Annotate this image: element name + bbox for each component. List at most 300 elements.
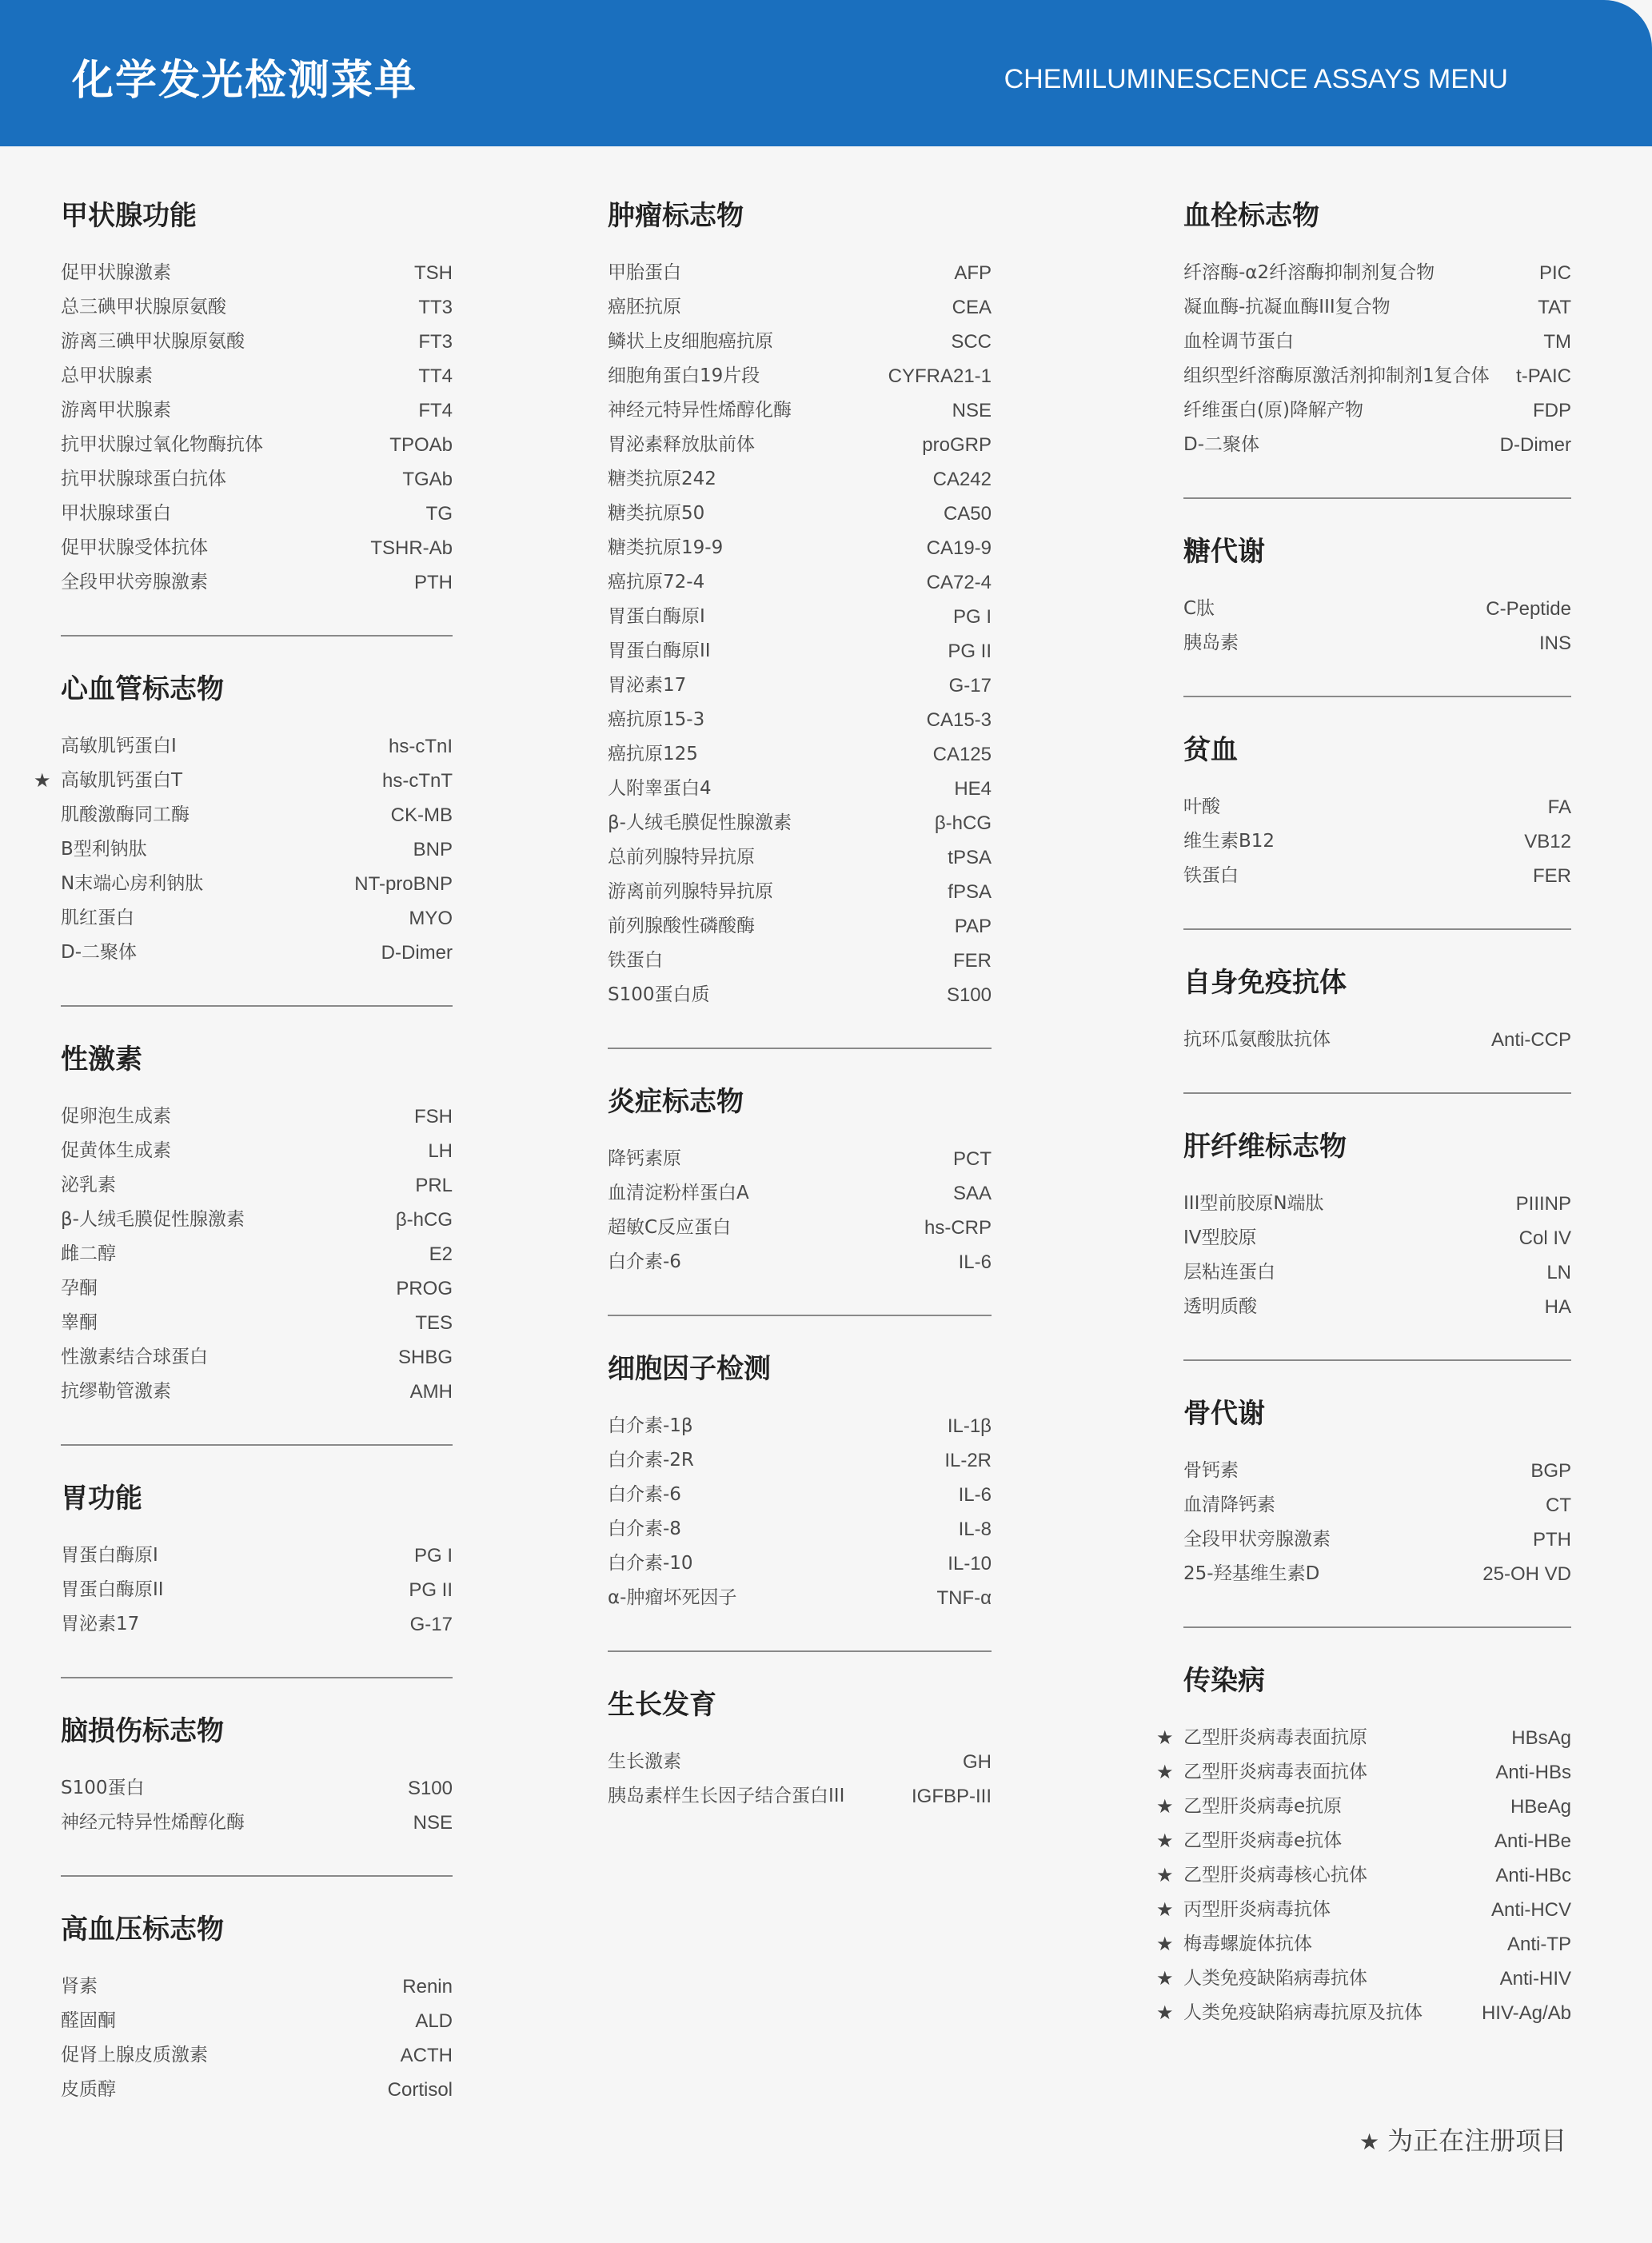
assay-code: TES [415, 1312, 453, 1334]
assay-name: IV型胶原 [1183, 1227, 1257, 1248]
assay-name: 游离三碘甲状腺原氨酸 [61, 331, 245, 352]
assay-name: 乙型肝炎病毒核心抗体 [1183, 1865, 1367, 1886]
assay-code: FA [1547, 796, 1571, 818]
assay-name: 糖类抗原242 [608, 469, 716, 489]
assay-name: 甲状腺球蛋白 [61, 503, 171, 524]
assay-section [61, 1912, 453, 2107]
assay-code: IL-6 [958, 1484, 992, 1506]
assay-code: Renin [402, 1976, 453, 1998]
assay-row [61, 428, 453, 462]
assay-code: HBsAg [1511, 1727, 1571, 1749]
assay-code: NSE [413, 1812, 453, 1834]
assay-name: 高敏肌钙蛋白I [61, 736, 177, 756]
assay-name: 癌抗原15-3 [608, 709, 705, 730]
assay-name: 抗环瓜氨酸肽抗体 [1183, 1029, 1331, 1050]
assay-code: FDP [1533, 400, 1571, 421]
assay-code: TPOAb [389, 434, 453, 456]
assay-name: 总甲状腺素 [61, 365, 153, 386]
assay-name: 神经元特异性烯醇化酶 [608, 400, 792, 421]
assay-name: 白介素-6 [608, 1484, 681, 1505]
assay-section [1183, 965, 1571, 1094]
assay-name: 血清淀粉样蛋白A [608, 1183, 749, 1203]
assay-name: 甲胎蛋白 [608, 262, 681, 283]
assay-row [61, 936, 453, 970]
star-icon: ★ [1156, 1967, 1174, 1990]
assay-code: GH [963, 1751, 992, 1773]
assay-code: CA15-3 [926, 709, 992, 731]
assay-row [608, 497, 992, 531]
assay-code: β-hCG [395, 1209, 453, 1231]
assay-row [1183, 1290, 1571, 1324]
assay-row [61, 1271, 453, 1306]
assay-code: Cortisol [387, 2079, 453, 2101]
assay-row [608, 1581, 992, 1615]
assay-name: 胃蛋白酶原II [608, 641, 711, 661]
assay-name: 叶酸 [1183, 796, 1220, 817]
assay-row [1183, 393, 1571, 428]
star-icon: ★ [1156, 1830, 1174, 1852]
assay-row [61, 393, 453, 428]
page-header [0, 0, 1652, 146]
assay-code: FER [953, 950, 992, 972]
assay-code: CEA [952, 297, 992, 318]
section-title: 骨代谢 [1183, 1398, 1265, 1430]
assay-code: PAP [954, 916, 992, 937]
assay-code: IGFBP-III [911, 1786, 992, 1807]
assay-name: 皮质醇 [61, 2079, 116, 2100]
assay-code: Anti-HCV [1490, 1899, 1571, 1921]
assay-name: 肌酸激酶同工酶 [61, 804, 190, 825]
page-title: 化学发光检测菜单 [72, 57, 418, 105]
section-title: 糖代谢 [1183, 536, 1265, 568]
assay-section [608, 1351, 992, 1652]
section-title: 炎症标志物 [608, 1086, 744, 1118]
assay-row [61, 1375, 453, 1409]
section-title: 自身免疫抗体 [1183, 967, 1347, 999]
assay-name: 醛固酮 [61, 2010, 116, 2031]
assay-row [608, 1142, 992, 1176]
assay-row [1156, 1927, 1571, 1962]
section-title: 胃功能 [61, 1483, 142, 1515]
assay-code: HE4 [954, 778, 992, 800]
section-title: 生长发育 [608, 1689, 716, 1721]
assay-row [608, 600, 992, 634]
assay-code: CA125 [932, 744, 992, 765]
star-icon: ★ [1156, 1898, 1174, 1921]
assay-row [61, 565, 453, 600]
assay-name: 糖类抗原50 [608, 503, 705, 524]
assay-row [61, 901, 453, 936]
assay-name: 降钙素原 [608, 1148, 681, 1169]
assay-section [1156, 1663, 1571, 2030]
assay-section [1183, 732, 1571, 930]
assay-name: 乙型肝炎病毒表面抗原 [1183, 1727, 1367, 1748]
assay-name: 胰岛素 [1183, 633, 1239, 653]
assay-row [61, 1771, 453, 1806]
assay-row [1183, 325, 1571, 359]
section-title: 甲状腺功能 [61, 200, 197, 232]
section-divider [61, 1005, 453, 1007]
assay-code: LN [1546, 1262, 1571, 1283]
assay-code: E2 [429, 1243, 453, 1265]
assay-code: CK-MB [390, 804, 453, 826]
assay-name: 总前列腺特异抗原 [608, 847, 755, 868]
assay-code: TNF-α [936, 1587, 992, 1609]
assay-row [608, 462, 992, 497]
assay-row [61, 798, 453, 832]
assay-row [61, 867, 453, 901]
assay-code: FT4 [418, 400, 453, 421]
assay-name: D-二聚体 [61, 942, 138, 963]
assay-row [1156, 1996, 1571, 2030]
section-divider [61, 1875, 453, 1877]
assay-row [1156, 1755, 1571, 1790]
assay-row [1156, 1790, 1571, 1824]
assay-code: HIV-Ag/Ab [1481, 2002, 1571, 2024]
section-divider [608, 1315, 992, 1316]
assay-name: 白介素-6 [608, 1251, 681, 1272]
assay-name: 纤维蛋白(原)降解产物 [1183, 400, 1363, 421]
assay-code: LH [428, 1140, 453, 1162]
assay-row [1156, 1824, 1571, 1858]
assay-code: SHBG [397, 1347, 453, 1368]
assay-name: 鳞状上皮细胞癌抗原 [608, 331, 773, 352]
assay-name: 梅毒螺旋体抗体 [1183, 1934, 1312, 1954]
star-icon: ★ [1156, 1933, 1174, 1955]
assay-code: Anti-CCP [1490, 1029, 1571, 1051]
assay-row [608, 772, 992, 806]
assay-name: 人类免疫缺陷病毒抗体 [1183, 1968, 1367, 1989]
assay-row [61, 1306, 453, 1340]
assay-code: AFP [954, 262, 992, 284]
assay-row [608, 703, 992, 737]
assay-code: TT4 [418, 365, 453, 387]
assay-section [1183, 1396, 1571, 1628]
assay-row [1183, 1255, 1571, 1290]
assay-name: 维生素B12 [1183, 831, 1275, 852]
section-divider [1183, 696, 1571, 697]
menu-column-2 [608, 198, 992, 1814]
assay-row [1183, 256, 1571, 290]
assay-code: hs-cTnI [388, 736, 453, 757]
assay-name: 癌抗原72-4 [608, 572, 705, 593]
assay-row [1156, 1893, 1571, 1927]
assay-section [61, 1042, 453, 1446]
assay-code: S100 [407, 1778, 453, 1799]
assay-code: fPSA [948, 881, 992, 903]
assay-code: FT3 [418, 331, 453, 353]
assay-code: PTH [1533, 1529, 1571, 1551]
assay-row [608, 393, 992, 428]
assay-code: hs-cTnT [381, 770, 453, 792]
assay-section [608, 198, 992, 1049]
assay-section [61, 1481, 453, 1678]
assay-code: IL-8 [958, 1519, 992, 1540]
assay-code: NT-proBNP [354, 873, 453, 895]
assay-row [608, 359, 992, 393]
assay-name: D-二聚体 [1183, 434, 1260, 455]
assay-section [1183, 534, 1571, 697]
assay-row [608, 565, 992, 600]
assay-row [608, 978, 992, 1012]
assay-code: TSHR-Ab [370, 537, 453, 559]
assay-code: AMH [409, 1381, 453, 1403]
assay-name: 孕酮 [61, 1278, 98, 1299]
assay-row [61, 359, 453, 393]
assay-row [61, 256, 453, 290]
assay-name: 透明质酸 [1183, 1296, 1257, 1317]
assay-code: PG I [952, 606, 992, 628]
assay-code: ACTH [400, 2045, 453, 2066]
assay-name: 抗甲状腺过氧化物酶抗体 [61, 434, 263, 455]
assay-name: 丙型肝炎病毒抗体 [1183, 1899, 1331, 1920]
assay-code: PCT [953, 1148, 992, 1170]
assay-code: HA [1544, 1296, 1571, 1318]
assay-code: CT [1546, 1495, 1571, 1516]
assay-row [61, 729, 453, 764]
assay-row [608, 669, 992, 703]
assay-name: 超敏C反应蛋白 [608, 1217, 732, 1238]
assay-name: 促甲状腺激素 [61, 262, 171, 283]
assay-row [61, 325, 453, 359]
assay-name: 铁蛋白 [1183, 865, 1239, 886]
assay-name: 纤溶酶-α2纤溶酶抑制剂复合物 [1183, 262, 1435, 283]
assay-row [608, 1745, 992, 1779]
assay-row [608, 1547, 992, 1581]
assay-code: D-Dimer [1499, 434, 1571, 456]
assay-code: FER [1533, 865, 1571, 887]
assay-row [61, 1340, 453, 1375]
assay-code: TG [425, 503, 453, 525]
assay-row [61, 1134, 453, 1168]
assay-code: tPSA [948, 847, 992, 868]
star-icon: ★ [1156, 1795, 1174, 1818]
assay-name: 雌二醇 [61, 1243, 116, 1264]
assay-name: 癌胚抗原 [608, 297, 681, 317]
assay-name: 肌红蛋白 [61, 908, 134, 928]
assay-row [608, 737, 992, 772]
assay-name: 神经元特异性烯醇化酶 [61, 1812, 245, 1833]
assay-name: 促卵泡生成素 [61, 1106, 171, 1127]
section-divider [61, 635, 453, 637]
assay-code: BNP [413, 839, 453, 860]
assay-name: 总三碘甲状腺原氨酸 [61, 297, 226, 317]
assay-row [608, 1478, 992, 1512]
assay-code: SCC [951, 331, 992, 353]
assay-section [608, 1687, 992, 1814]
assay-code: Anti-HBe [1494, 1830, 1571, 1852]
assay-name: 胃泌素17 [61, 1614, 140, 1634]
assay-name: 游离甲状腺素 [61, 400, 171, 421]
assay-row [608, 1512, 992, 1547]
assay-name: 铁蛋白 [608, 950, 663, 971]
footnote-text: 为正在注册项目 [1387, 2125, 1567, 2156]
assay-row [61, 1237, 453, 1271]
assay-row [1183, 428, 1571, 462]
assay-name: B型利钠肽 [61, 839, 147, 860]
assay-code: PRL [415, 1175, 453, 1196]
assay-row [608, 1211, 992, 1245]
assay-name: 白介素-1β [608, 1415, 693, 1436]
assay-code: INS [1538, 633, 1571, 654]
assay-code: PIIINP [1515, 1193, 1571, 1215]
section-title: 贫血 [1183, 734, 1238, 766]
menu-column-1 [34, 198, 453, 2107]
assay-name: 性激素结合球蛋白 [61, 1347, 208, 1367]
assay-name: 促甲状腺受体抗体 [61, 537, 208, 558]
assay-row [1183, 1221, 1571, 1255]
assay-code: IL-2R [944, 1450, 992, 1471]
assay-code: S100 [946, 984, 992, 1006]
assay-code: G-17 [409, 1614, 453, 1635]
assay-code: TAT [1538, 297, 1571, 318]
assay-section [61, 1714, 453, 1877]
assay-name: 胃泌素释放肽前体 [608, 434, 755, 455]
assay-name: 白介素-2R [608, 1450, 694, 1471]
assay-section [61, 198, 453, 637]
assay-code: C-Peptide [1486, 598, 1571, 620]
assay-section [608, 1084, 992, 1316]
assay-name: β-人绒毛膜促性腺激素 [608, 812, 792, 833]
assay-row [1156, 1962, 1571, 1996]
assay-row [61, 462, 453, 497]
assay-name: 促黄体生成素 [61, 1140, 171, 1161]
assay-name: 肾素 [61, 1976, 98, 1997]
assay-name: 胃蛋白酶原I [608, 606, 705, 627]
assay-name: 全段甲状旁腺激素 [1183, 1529, 1331, 1550]
assay-row [608, 806, 992, 840]
assay-name: 胃蛋白酶原II [61, 1579, 164, 1600]
assay-code: SAA [952, 1183, 992, 1204]
assay-row [61, 2073, 453, 2107]
assay-code: D-Dimer [381, 942, 453, 964]
assay-name: 高敏肌钙蛋白T [61, 770, 183, 791]
assay-row [1156, 1858, 1571, 1893]
assay-code: NSE [952, 400, 992, 421]
section-title: 心血管标志物 [61, 673, 224, 705]
assay-row [608, 634, 992, 669]
star-icon: ★ [1156, 1726, 1174, 1749]
assay-row [61, 1203, 453, 1237]
assay-name: 乙型肝炎病毒e抗原 [1183, 1796, 1343, 1817]
assay-code: PROG [396, 1278, 453, 1299]
assay-row [608, 531, 992, 565]
assay-code: Anti-HBs [1495, 1762, 1571, 1783]
assay-row [61, 1970, 453, 2004]
assay-code: BGP [1530, 1460, 1571, 1482]
section-divider [608, 1048, 992, 1049]
assay-row [608, 256, 992, 290]
assay-row [608, 1779, 992, 1814]
assay-name: 生长激素 [608, 1751, 681, 1772]
assay-name: 癌抗原125 [608, 744, 698, 764]
assay-name: β-人绒毛膜促性腺激素 [61, 1209, 245, 1230]
assay-row [1183, 824, 1571, 859]
assay-name: C肽 [1183, 598, 1215, 619]
assay-code: TGAb [402, 469, 453, 490]
assay-code: PG I [413, 1545, 453, 1567]
assay-code: CA50 [943, 503, 992, 525]
assay-row [1183, 1557, 1571, 1591]
assay-row [608, 840, 992, 875]
star-icon: ★ [1156, 1864, 1174, 1886]
assay-row [1183, 1454, 1571, 1488]
assay-row [608, 428, 992, 462]
assay-code: proGRP [922, 434, 992, 456]
assay-code: PIC [1538, 262, 1571, 284]
assay-code: IL-6 [958, 1251, 992, 1273]
star-icon: ★ [1359, 2129, 1380, 2155]
assay-name: 乙型肝炎病毒表面抗体 [1183, 1762, 1367, 1782]
assay-code: Anti-HIV [1499, 1968, 1571, 1990]
section-divider [608, 1650, 992, 1652]
assay-name: 血清降钙素 [1183, 1495, 1275, 1515]
assay-row [61, 290, 453, 325]
assay-row [61, 832, 453, 867]
assay-row [608, 944, 992, 978]
assay-code: t-PAIC [1516, 365, 1571, 387]
assay-name: 前列腺酸性磷酸酶 [608, 916, 755, 936]
section-title: 脑损伤标志物 [61, 1715, 224, 1747]
assay-section [34, 672, 453, 1007]
assay-row [61, 1806, 453, 1840]
assay-code: 25-OH VD [1482, 1563, 1571, 1585]
assay-name: 促肾上腺皮质激素 [61, 2045, 208, 2065]
assay-code: Anti-TP [1506, 1934, 1571, 1955]
assay-code: CA19-9 [926, 537, 992, 559]
assay-row [1156, 1721, 1571, 1755]
section-title: 肝纤维标志物 [1183, 1131, 1347, 1163]
assay-name: 抗缪勒管激素 [61, 1381, 171, 1402]
assay-code: CA242 [932, 469, 992, 490]
assay-row [1183, 859, 1571, 893]
assay-code: IL-1β [947, 1415, 992, 1437]
assay-row [608, 1409, 992, 1443]
assay-row [1183, 1187, 1571, 1221]
section-divider [61, 1677, 453, 1678]
assay-name: N末端心房利钠肽 [61, 873, 204, 894]
section-title: 高血压标志物 [61, 1914, 224, 1946]
assay-code: hs-CRP [924, 1217, 992, 1239]
section-divider [1183, 928, 1571, 930]
assay-row [1183, 790, 1571, 824]
assay-code: PG II [948, 641, 992, 662]
section-divider [1183, 1092, 1571, 1094]
section-title: 肿瘤标志物 [608, 200, 744, 232]
assay-name: 全段甲状旁腺激素 [61, 572, 208, 593]
assay-name: 胰岛素样生长因子结合蛋白III [608, 1786, 845, 1806]
assay-row [608, 1176, 992, 1211]
assay-row [61, 1573, 453, 1607]
assay-name: 泌乳素 [61, 1175, 116, 1195]
assay-row [1183, 1523, 1571, 1557]
page-title-english: CHEMILUMINESCENCE ASSAYS MENU [1004, 64, 1508, 94]
assay-code: Col IV [1518, 1227, 1571, 1249]
assay-code: ALD [415, 2010, 453, 2032]
assay-name: 胃蛋白酶原I [61, 1545, 158, 1566]
assay-row [1183, 1488, 1571, 1523]
assay-row [61, 1539, 453, 1573]
footnote [1359, 2121, 1566, 2157]
assay-name: 人类免疫缺陷病毒抗原及抗体 [1183, 2002, 1423, 2023]
assay-code: PTH [414, 572, 453, 593]
section-divider [1183, 1626, 1571, 1628]
assay-code: TSH [414, 262, 453, 284]
assay-row [1183, 592, 1571, 626]
section-divider [1183, 1359, 1571, 1361]
assay-name: 层粘连蛋白 [1183, 1262, 1275, 1283]
assay-section [1183, 1129, 1571, 1361]
